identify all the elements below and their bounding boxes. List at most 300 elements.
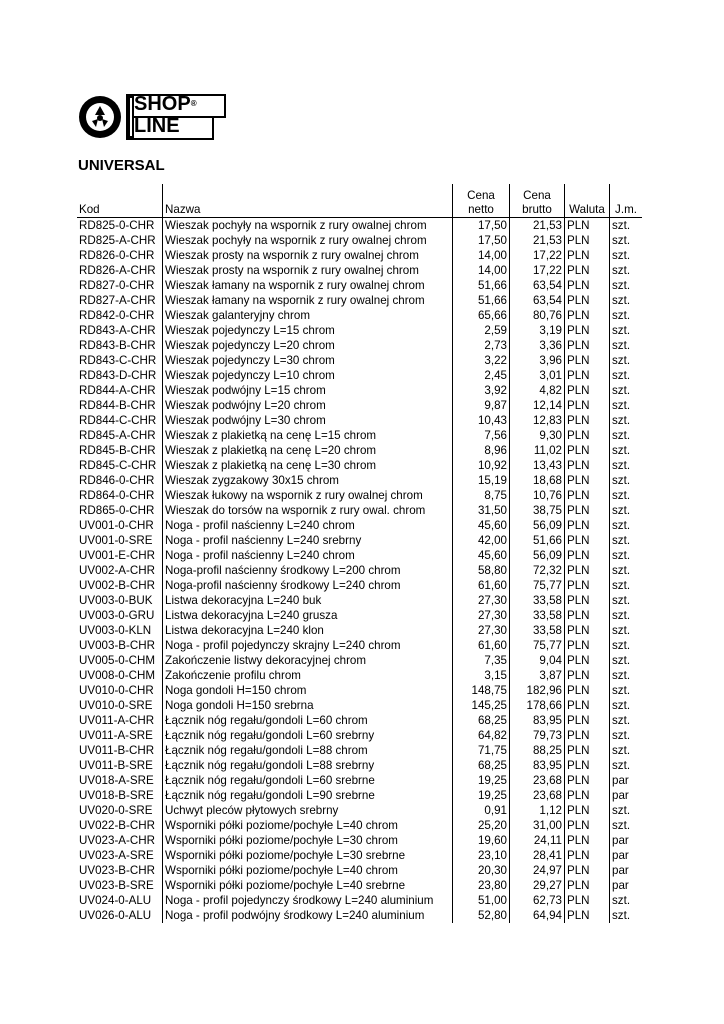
cell-nazwa: Noga - profil podwójny środkowy L=240 aluminium bbox=[163, 908, 453, 923]
cell-netto: 3,22 bbox=[453, 353, 510, 368]
cell-jm: szt. bbox=[610, 533, 643, 548]
cell-brutto: 3,87 bbox=[510, 668, 565, 683]
cell-kod: RD826-A-CHR bbox=[79, 264, 156, 277]
cell-nazwa: Wieszak pochyły na wspornik z rury owalnej chrom bbox=[163, 233, 453, 248]
cell-brutto: 21,53 bbox=[510, 233, 565, 248]
cell-brutto: 24,97 bbox=[510, 863, 565, 878]
cell-nazwa: Łącznik nóg regału/gondoli L=60 srebrne bbox=[163, 773, 453, 788]
cell-nazwa: Wieszak prosty na wspornik z rury owalnej chrom bbox=[163, 248, 453, 263]
cell-jm: szt. bbox=[610, 278, 643, 293]
cell-netto: 51,66 bbox=[453, 293, 510, 308]
cell-kod: UV001-0-CHR bbox=[79, 519, 154, 532]
cell-kod: UV020-0-SRE bbox=[79, 804, 153, 817]
cell-netto: 2,45 bbox=[453, 368, 510, 383]
cell-waluta: PLN bbox=[565, 698, 610, 713]
cell-netto: 25,20 bbox=[453, 818, 510, 833]
table-row bbox=[77, 713, 642, 728]
cell-nazwa: Wieszak zygzakowy 30x15 chrom bbox=[163, 473, 453, 488]
cell-jm: szt. bbox=[610, 908, 643, 923]
cell-brutto: 33,58 bbox=[510, 623, 565, 638]
cell-netto: 2,73 bbox=[453, 338, 510, 353]
cell-netto: 45,60 bbox=[453, 518, 510, 533]
cell-waluta: PLN bbox=[565, 788, 610, 803]
table-row bbox=[77, 893, 642, 908]
cell-kod: UV022-B-CHR bbox=[79, 819, 156, 832]
cell-netto: 10,43 bbox=[453, 413, 510, 428]
cell-jm: szt. bbox=[610, 458, 643, 473]
table-row bbox=[77, 323, 642, 338]
cell-brutto: 18,68 bbox=[510, 473, 565, 488]
cell-waluta: PLN bbox=[565, 743, 610, 758]
table-header-row bbox=[77, 184, 642, 218]
cell-kod: RD843-C-CHR bbox=[79, 354, 157, 367]
cell-jm: szt. bbox=[610, 218, 643, 234]
cell-netto: 17,50 bbox=[453, 233, 510, 248]
cell-waluta: PLN bbox=[565, 368, 610, 383]
cell-netto: 51,00 bbox=[453, 893, 510, 908]
table-row bbox=[77, 518, 642, 533]
table-row bbox=[77, 398, 642, 413]
cell-nazwa: Wsporniki półki poziome/pochyłe L=40 chrom bbox=[163, 863, 453, 878]
cell-kod: RD845-C-CHR bbox=[79, 459, 157, 472]
table-row bbox=[77, 308, 642, 323]
cell-nazwa: Noga - profil pojedynczy środkowy L=240 aluminium bbox=[163, 893, 453, 908]
cell-jm: par bbox=[610, 773, 643, 788]
table-row bbox=[77, 653, 642, 668]
cell-netto: 52,80 bbox=[453, 908, 510, 923]
cell-jm: szt. bbox=[610, 368, 643, 383]
cell-netto: 27,30 bbox=[453, 593, 510, 608]
header-jm: J.m. bbox=[610, 184, 643, 218]
cell-brutto: 24,11 bbox=[510, 833, 565, 848]
cell-waluta: PLN bbox=[565, 623, 610, 638]
cell-waluta: PLN bbox=[565, 263, 610, 278]
cell-kod: UV023-B-SRE bbox=[79, 879, 154, 892]
cell-brutto: 29,27 bbox=[510, 878, 565, 893]
cell-waluta: PLN bbox=[565, 773, 610, 788]
cell-jm: szt. bbox=[610, 488, 643, 503]
cell-jm: szt. bbox=[610, 758, 643, 773]
cell-kod: RD827-0-CHR bbox=[79, 279, 155, 292]
table-row bbox=[77, 773, 642, 788]
cell-netto: 10,92 bbox=[453, 458, 510, 473]
cell-nazwa: Łącznik nóg regału/gondoli L=90 srebrne bbox=[163, 788, 453, 803]
cell-kod: UV003-0-GRU bbox=[79, 609, 155, 622]
table-row bbox=[77, 563, 642, 578]
cell-kod: UV011-A-SRE bbox=[79, 729, 153, 742]
table-row bbox=[77, 413, 642, 428]
cell-jm: szt. bbox=[610, 593, 643, 608]
cell-jm: szt. bbox=[610, 578, 643, 593]
cell-netto: 14,00 bbox=[453, 263, 510, 278]
cell-nazwa: Wieszak prosty na wspornik z rury owalnej chrom bbox=[163, 263, 453, 278]
cell-brutto: 56,09 bbox=[510, 548, 565, 563]
table-row bbox=[77, 338, 642, 353]
cell-waluta: PLN bbox=[565, 833, 610, 848]
cell-netto: 65,66 bbox=[453, 308, 510, 323]
cell-nazwa: Zakończenie listwy dekoracyjnej chrom bbox=[163, 653, 453, 668]
cell-waluta: PLN bbox=[565, 353, 610, 368]
cell-netto: 20,30 bbox=[453, 863, 510, 878]
table-row bbox=[77, 488, 642, 503]
cell-kod: UV018-B-SRE bbox=[79, 789, 154, 802]
cell-brutto: 23,68 bbox=[510, 788, 565, 803]
cell-waluta: PLN bbox=[565, 758, 610, 773]
cell-kod: RD827-A-CHR bbox=[79, 294, 156, 307]
cell-brutto: 182,96 bbox=[510, 683, 565, 698]
table-row bbox=[77, 248, 642, 263]
cell-nazwa: Wsporniki półki poziome/pochyłe L=30 chrom bbox=[163, 833, 453, 848]
cell-kod: UV018-A-SRE bbox=[79, 774, 154, 787]
cell-waluta: PLN bbox=[565, 503, 610, 518]
cell-nazwa: Wieszak podwójny L=30 chrom bbox=[163, 413, 453, 428]
cell-nazwa: Wsporniki półki poziome/pochyłe L=30 srebrne bbox=[163, 848, 453, 863]
cell-kod: UV003-0-KLN bbox=[79, 624, 152, 637]
cell-waluta: PLN bbox=[565, 668, 610, 683]
cell-nazwa: Noga - profil naścienny L=240 srebrny bbox=[163, 533, 453, 548]
cell-nazwa: Wieszak pojedynczy L=10 chrom bbox=[163, 368, 453, 383]
cell-waluta: PLN bbox=[565, 308, 610, 323]
cell-nazwa: Wsporniki półki poziome/pochyłe L=40 chrom bbox=[163, 818, 453, 833]
cell-jm: szt. bbox=[610, 548, 643, 563]
cell-nazwa: Wieszak łukowy na wspornik z rury owalnej chrom bbox=[163, 488, 453, 503]
cell-nazwa: Łącznik nóg regału/gondoli L=88 chrom bbox=[163, 743, 453, 758]
table-row bbox=[77, 263, 642, 278]
cell-brutto: 17,22 bbox=[510, 263, 565, 278]
cell-netto: 148,75 bbox=[453, 683, 510, 698]
cell-waluta: PLN bbox=[565, 383, 610, 398]
cell-waluta: PLN bbox=[565, 518, 610, 533]
cell-kod: UV023-A-SRE bbox=[79, 849, 154, 862]
cell-nazwa: Wieszak podwójny L=20 chrom bbox=[163, 398, 453, 413]
cell-netto: 7,56 bbox=[453, 428, 510, 443]
cell-nazwa: Noga - profil naścienny L=240 chrom bbox=[163, 518, 453, 533]
cell-waluta: PLN bbox=[565, 488, 610, 503]
cell-waluta: PLN bbox=[565, 713, 610, 728]
cell-kod: UV011-B-SRE bbox=[79, 759, 153, 772]
cell-netto: 17,50 bbox=[453, 218, 510, 234]
cell-kod: UV026-0-ALU bbox=[79, 909, 152, 922]
cell-netto: 8,75 bbox=[453, 488, 510, 503]
header-brutto: Cena brutto bbox=[510, 184, 565, 218]
cell-brutto: 63,54 bbox=[510, 278, 565, 293]
cell-jm: par bbox=[610, 863, 643, 878]
cell-jm: szt. bbox=[610, 233, 643, 248]
cell-netto: 71,75 bbox=[453, 743, 510, 758]
cell-kod: RD843-B-CHR bbox=[79, 339, 156, 352]
cell-waluta: PLN bbox=[565, 848, 610, 863]
cell-netto: 45,60 bbox=[453, 548, 510, 563]
cell-jm: szt. bbox=[610, 893, 643, 908]
cell-nazwa: Listwa dekoracyjna L=240 grusza bbox=[163, 608, 453, 623]
cell-kod: RD845-A-CHR bbox=[79, 429, 156, 442]
cell-kod: UV008-0-CHM bbox=[79, 669, 156, 682]
header-waluta: Waluta bbox=[565, 184, 610, 218]
cell-netto: 7,35 bbox=[453, 653, 510, 668]
cell-netto: 51,66 bbox=[453, 278, 510, 293]
cell-kod: UV011-B-CHR bbox=[79, 744, 155, 757]
cell-nazwa: Listwa dekoracyjna L=240 buk bbox=[163, 593, 453, 608]
cell-netto: 42,00 bbox=[453, 533, 510, 548]
cell-waluta: PLN bbox=[565, 578, 610, 593]
table-row bbox=[77, 233, 642, 248]
cell-kod: UV023-B-CHR bbox=[79, 864, 156, 877]
cell-nazwa: Zakończenie profilu chrom bbox=[163, 668, 453, 683]
cell-jm: szt. bbox=[610, 308, 643, 323]
cell-kod: RD825-0-CHR bbox=[79, 219, 155, 232]
cell-waluta: PLN bbox=[565, 908, 610, 923]
table-row bbox=[77, 458, 642, 473]
brand-heading: UNIVERSAL bbox=[78, 157, 165, 174]
cell-netto: 0,91 bbox=[453, 803, 510, 818]
cell-nazwa: Wieszak podwójny L=15 chrom bbox=[163, 383, 453, 398]
table-row bbox=[77, 368, 642, 383]
cell-kod: RD843-D-CHR bbox=[79, 369, 157, 382]
cell-jm: par bbox=[610, 833, 643, 848]
table-row bbox=[77, 503, 642, 518]
cell-brutto: 17,22 bbox=[510, 248, 565, 263]
cell-brutto: 12,14 bbox=[510, 398, 565, 413]
cell-waluta: PLN bbox=[565, 593, 610, 608]
header-nazwa: Nazwa bbox=[163, 184, 453, 218]
cell-nazwa: Wieszak z plakietką na cenę L=15 chrom bbox=[163, 428, 453, 443]
cell-netto: 68,25 bbox=[453, 758, 510, 773]
cell-nazwa: Wieszak z plakietką na cenę L=30 chrom bbox=[163, 458, 453, 473]
cell-waluta: PLN bbox=[565, 278, 610, 293]
table-row bbox=[77, 833, 642, 848]
cell-kod: UV010-0-CHR bbox=[79, 684, 154, 697]
cell-nazwa: Łącznik nóg regału/gondoli L=60 chrom bbox=[163, 713, 453, 728]
table-row bbox=[77, 293, 642, 308]
cell-netto: 14,00 bbox=[453, 248, 510, 263]
cell-brutto: 10,76 bbox=[510, 488, 565, 503]
cell-kod: RD826-0-CHR bbox=[79, 249, 155, 262]
cell-nazwa: Wsporniki półki poziome/pochyłe L=40 srebrne bbox=[163, 878, 453, 893]
cell-jm: szt. bbox=[610, 653, 643, 668]
cell-kod: UV001-E-CHR bbox=[79, 549, 156, 562]
cell-brutto: 80,76 bbox=[510, 308, 565, 323]
cell-netto: 31,50 bbox=[453, 503, 510, 518]
cell-jm: szt. bbox=[610, 293, 643, 308]
cell-brutto: 12,83 bbox=[510, 413, 565, 428]
cell-waluta: PLN bbox=[565, 338, 610, 353]
table-row bbox=[77, 818, 642, 833]
cell-netto: 23,80 bbox=[453, 878, 510, 893]
cell-kod: UV005-0-CHM bbox=[79, 654, 156, 667]
cell-kod: RD844-A-CHR bbox=[79, 384, 156, 397]
cell-jm: szt. bbox=[610, 803, 643, 818]
cell-kod: UV003-0-BUK bbox=[79, 594, 153, 607]
cell-kod: UV023-A-CHR bbox=[79, 834, 156, 847]
cell-kod: RD846-0-CHR bbox=[79, 474, 155, 487]
cell-waluta: PLN bbox=[565, 563, 610, 578]
header-netto: Cena netto bbox=[453, 184, 510, 218]
cell-nazwa: Wieszak do torsów na wspornik z rury owal. chrom bbox=[163, 503, 453, 518]
cell-brutto: 21,53 bbox=[510, 218, 565, 234]
table-row bbox=[77, 698, 642, 713]
cell-brutto: 23,68 bbox=[510, 773, 565, 788]
table-row bbox=[77, 623, 642, 638]
cell-brutto: 33,58 bbox=[510, 608, 565, 623]
cell-waluta: PLN bbox=[565, 893, 610, 908]
cell-jm: szt. bbox=[610, 398, 643, 413]
cell-jm: szt. bbox=[610, 728, 643, 743]
cell-jm: szt. bbox=[610, 518, 643, 533]
table-row bbox=[77, 533, 642, 548]
cell-netto: 19,25 bbox=[453, 788, 510, 803]
table-row bbox=[77, 743, 642, 758]
cell-netto: 3,15 bbox=[453, 668, 510, 683]
cell-waluta: PLN bbox=[565, 233, 610, 248]
cell-brutto: 51,66 bbox=[510, 533, 565, 548]
cell-kod: RD843-A-CHR bbox=[79, 324, 156, 337]
cell-brutto: 75,77 bbox=[510, 578, 565, 593]
cell-brutto: 9,30 bbox=[510, 428, 565, 443]
cell-jm: par bbox=[610, 848, 643, 863]
cell-brutto: 4,82 bbox=[510, 383, 565, 398]
cell-jm: szt. bbox=[610, 668, 643, 683]
price-table bbox=[77, 184, 642, 923]
cell-jm: par bbox=[610, 788, 643, 803]
cell-brutto: 75,77 bbox=[510, 638, 565, 653]
cell-netto: 15,19 bbox=[453, 473, 510, 488]
cell-nazwa: Wieszak łamany na wspornik z rury owalnej chrom bbox=[163, 278, 453, 293]
cell-netto: 64,82 bbox=[453, 728, 510, 743]
cell-nazwa: Wieszak łamany na wspornik z rury owalnej chrom bbox=[163, 293, 453, 308]
cell-waluta: PLN bbox=[565, 818, 610, 833]
cell-waluta: PLN bbox=[565, 218, 610, 234]
cell-netto: 27,30 bbox=[453, 608, 510, 623]
cell-kod: UV002-A-CHR bbox=[79, 564, 156, 577]
table-row bbox=[77, 353, 642, 368]
cell-jm: szt. bbox=[610, 383, 643, 398]
cell-kod: RD864-0-CHR bbox=[79, 489, 155, 502]
cell-kod: UV024-0-ALU bbox=[79, 894, 152, 907]
table-row bbox=[77, 758, 642, 773]
table-row bbox=[77, 908, 642, 923]
table-row bbox=[77, 593, 642, 608]
cell-nazwa: Noga - profil naścienny L=240 chrom bbox=[163, 548, 453, 563]
cell-nazwa: Noga gondoli H=150 chrom bbox=[163, 683, 453, 698]
cell-jm: szt. bbox=[610, 563, 643, 578]
cell-brutto: 79,73 bbox=[510, 728, 565, 743]
cell-waluta: PLN bbox=[565, 443, 610, 458]
cell-jm: szt. bbox=[610, 818, 643, 833]
cell-brutto: 88,25 bbox=[510, 743, 565, 758]
cell-netto: 68,25 bbox=[453, 713, 510, 728]
cell-nazwa: Wieszak pojedynczy L=20 chrom bbox=[163, 338, 453, 353]
table-row bbox=[77, 428, 642, 443]
table-row bbox=[77, 728, 642, 743]
table-row bbox=[77, 878, 642, 893]
cell-jm: szt. bbox=[610, 428, 643, 443]
table-row bbox=[77, 863, 642, 878]
cell-brutto: 11,02 bbox=[510, 443, 565, 458]
cell-brutto: 28,41 bbox=[510, 848, 565, 863]
cell-waluta: PLN bbox=[565, 608, 610, 623]
cell-waluta: PLN bbox=[565, 248, 610, 263]
cell-waluta: PLN bbox=[565, 728, 610, 743]
cell-brutto: 1,12 bbox=[510, 803, 565, 818]
cell-waluta: PLN bbox=[565, 878, 610, 893]
cell-waluta: PLN bbox=[565, 473, 610, 488]
header-kod: Kod bbox=[79, 203, 100, 216]
cell-nazwa: Uchwyt pleców płytowych srebrny bbox=[163, 803, 453, 818]
cell-netto: 9,87 bbox=[453, 398, 510, 413]
cell-kod: UV001-0-SRE bbox=[79, 534, 153, 547]
cell-nazwa: Wieszak z plakietką na cenę L=20 chrom bbox=[163, 443, 453, 458]
table-row bbox=[77, 548, 642, 563]
table-row bbox=[77, 218, 642, 234]
cell-nazwa: Noga - profil pojedynczy skrajny L=240 chrom bbox=[163, 638, 453, 653]
cell-nazwa: Wieszak galanteryjny chrom bbox=[163, 308, 453, 323]
cell-jm: szt. bbox=[610, 248, 643, 263]
table-row bbox=[77, 383, 642, 398]
cell-waluta: PLN bbox=[565, 458, 610, 473]
cell-waluta: PLN bbox=[565, 683, 610, 698]
cell-waluta: PLN bbox=[565, 533, 610, 548]
cell-netto: 27,30 bbox=[453, 623, 510, 638]
cell-kod: RD844-B-CHR bbox=[79, 399, 156, 412]
cell-nazwa: Łącznik nóg regału/gondoli L=88 srebrny bbox=[163, 758, 453, 773]
cell-netto: 19,60 bbox=[453, 833, 510, 848]
cell-jm: szt. bbox=[610, 353, 643, 368]
cell-waluta: PLN bbox=[565, 653, 610, 668]
cell-waluta: PLN bbox=[565, 548, 610, 563]
cell-nazwa: Noga-profil naścienny środkowy L=240 chrom bbox=[163, 578, 453, 593]
cell-kod: UV011-A-CHR bbox=[79, 714, 155, 727]
cell-waluta: PLN bbox=[565, 428, 610, 443]
cell-jm: szt. bbox=[610, 263, 643, 278]
cell-brutto: 38,75 bbox=[510, 503, 565, 518]
cell-brutto: 178,66 bbox=[510, 698, 565, 713]
cell-jm: szt. bbox=[610, 608, 643, 623]
cell-jm: szt. bbox=[610, 323, 643, 338]
table-row bbox=[77, 638, 642, 653]
cell-kod: UV002-B-CHR bbox=[79, 579, 156, 592]
cell-netto: 2,59 bbox=[453, 323, 510, 338]
cell-waluta: PLN bbox=[565, 413, 610, 428]
cell-brutto: 13,43 bbox=[510, 458, 565, 473]
cell-brutto: 3,01 bbox=[510, 368, 565, 383]
cell-brutto: 31,00 bbox=[510, 818, 565, 833]
cell-nazwa: Wieszak pojedynczy L=30 chrom bbox=[163, 353, 453, 368]
cell-netto: 61,60 bbox=[453, 578, 510, 593]
logo-line-text: LINE bbox=[134, 115, 180, 137]
cell-jm: szt. bbox=[610, 503, 643, 518]
cell-jm: szt. bbox=[610, 638, 643, 653]
cell-jm: szt. bbox=[610, 698, 643, 713]
cell-kod: UV010-0-SRE bbox=[79, 699, 153, 712]
cell-netto: 58,80 bbox=[453, 563, 510, 578]
cell-brutto: 83,95 bbox=[510, 758, 565, 773]
cell-netto: 19,25 bbox=[453, 773, 510, 788]
cell-brutto: 63,54 bbox=[510, 293, 565, 308]
cell-brutto: 3,96 bbox=[510, 353, 565, 368]
table-row bbox=[77, 788, 642, 803]
cell-jm: szt. bbox=[610, 413, 643, 428]
cell-brutto: 9,04 bbox=[510, 653, 565, 668]
cell-kod: RD845-B-CHR bbox=[79, 444, 156, 457]
cell-waluta: PLN bbox=[565, 398, 610, 413]
table-row bbox=[77, 803, 642, 818]
cell-kod: UV003-B-CHR bbox=[79, 639, 156, 652]
table-row bbox=[77, 278, 642, 293]
cell-jm: szt. bbox=[610, 683, 643, 698]
cell-waluta: PLN bbox=[565, 293, 610, 308]
cell-brutto: 3,19 bbox=[510, 323, 565, 338]
cell-jm: szt. bbox=[610, 473, 643, 488]
